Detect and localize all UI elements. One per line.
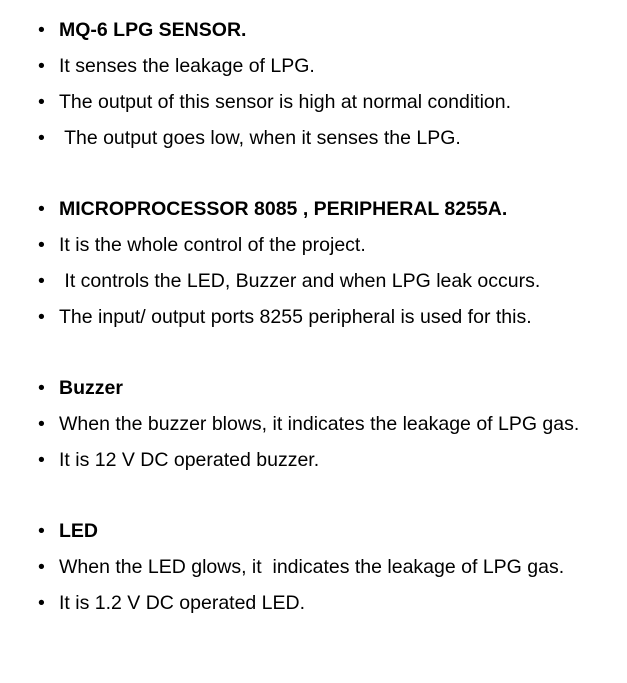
list-item	[0, 265, 627, 297]
section-heading-buzzer	[0, 372, 627, 404]
bullet-icon: •	[38, 377, 45, 399]
list-item	[0, 587, 627, 619]
heading-text: MICROPROCESSOR 8085 , PERIPHERAL 8255A.	[59, 198, 508, 220]
bullet-icon: •	[38, 556, 45, 578]
heading-text: Buzzer	[59, 377, 123, 399]
bullet-icon: •	[38, 55, 45, 77]
list-item	[0, 229, 627, 261]
bullet-icon: •	[38, 592, 45, 614]
heading-text: MQ-6 LPG SENSOR.	[59, 19, 247, 41]
list-item-text: It senses the leakage of LPG.	[59, 55, 315, 77]
bullet-icon: •	[38, 306, 45, 328]
list-item-text: It is 12 V DC operated buzzer.	[59, 449, 320, 471]
bullet-icon: •	[38, 449, 45, 471]
bullet-icon: •	[38, 520, 45, 542]
list-item	[0, 408, 627, 440]
list-item-text: The input/ output ports 8255 peripheral is used for this.	[59, 306, 532, 328]
list-item-text: The output of this sensor is high at normal condition.	[59, 91, 512, 113]
section-heading-led	[0, 515, 627, 547]
list-item	[0, 301, 627, 333]
bullet-icon: •	[38, 127, 45, 149]
list-item	[0, 122, 627, 154]
list-item-text: When the LED glows, it indicates the leakage of LPG gas.	[59, 556, 565, 578]
list-item	[0, 50, 627, 82]
list-item	[0, 86, 627, 118]
heading-text: LED	[59, 520, 98, 542]
list-item-text: It is 1.2 V DC operated LED.	[59, 592, 306, 614]
list-item-text: The output goes low, when it senses the LPG.	[59, 127, 461, 149]
bullet-icon: •	[38, 413, 45, 435]
list-item-text: When the buzzer blows, it indicates the leakage of LPG gas.	[59, 413, 580, 435]
bullet-icon: •	[38, 234, 45, 256]
list-item	[0, 444, 627, 476]
bullet-icon: •	[38, 270, 45, 292]
list-item	[0, 551, 627, 583]
bullet-icon: •	[38, 91, 45, 113]
list-item-text: It is the whole control of the project.	[59, 234, 366, 256]
section-heading-microprocessor	[0, 193, 627, 225]
section-heading-mq6	[0, 14, 627, 46]
bullet-icon: •	[38, 198, 45, 220]
list-item-text: It controls the LED, Buzzer and when LPG leak occurs.	[59, 270, 541, 292]
bullet-icon: •	[38, 19, 45, 41]
